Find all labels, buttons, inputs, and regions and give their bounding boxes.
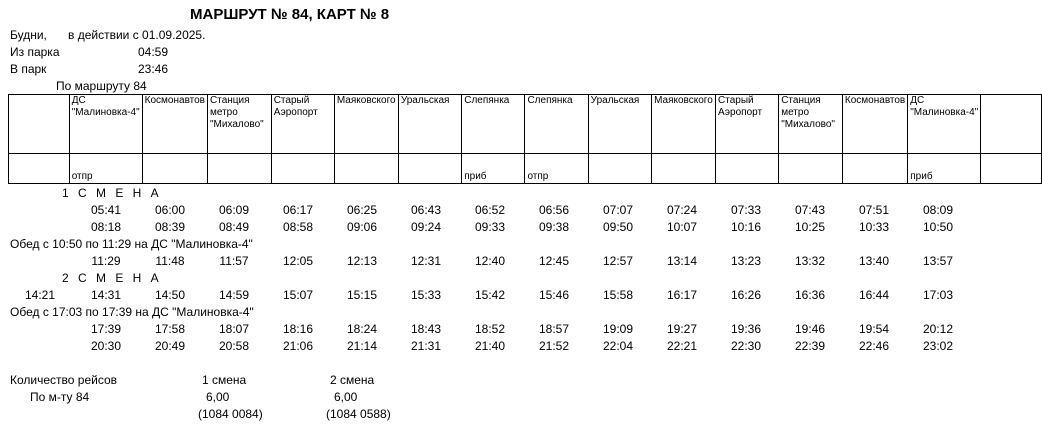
stop-name-cell: Старый Аэропорт: [271, 95, 334, 154]
trip-time: 05:41: [90, 203, 122, 217]
stop-name-cell: Слепянка: [462, 95, 525, 154]
trip-row: [0, 254, 1042, 269]
trip-time: 15:07: [282, 288, 314, 302]
trip-row: [0, 339, 1042, 354]
trip-time: 20:58: [218, 339, 250, 353]
summary-shift1-value: 6,00: [206, 390, 230, 404]
to-park-label: В парк: [10, 62, 47, 76]
trip-time: 07:07: [602, 203, 634, 217]
stop-mark-cell: [208, 154, 272, 184]
trip-time: 13:23: [730, 254, 762, 268]
stop-mark-cell: приб: [908, 154, 981, 184]
stop-mark-cell: отпр: [525, 154, 588, 184]
trip-time: 20:49: [154, 339, 186, 353]
trip-time: 12:40: [474, 254, 506, 268]
header-blank-cell: [9, 95, 70, 154]
shift-heading: 1 С М Е Н А: [62, 186, 162, 200]
trip-time: 18:43: [410, 322, 442, 336]
stop-mark-cell: [271, 154, 334, 184]
stop-name-cell: Маяковского: [334, 95, 398, 154]
trip-time: 17:58: [154, 322, 186, 336]
trip-time: 10:50: [922, 220, 954, 234]
page-title: МАРШРУТ № 84, КАРТ № 8: [190, 6, 390, 23]
trip-time: 10:33: [858, 220, 890, 234]
stops-header-table: [8, 94, 1042, 184]
trip-time: 19:46: [794, 322, 826, 336]
trip-time: 14:31: [90, 288, 122, 302]
trip-time: 09:24: [410, 220, 442, 234]
lunch-break-note: Обед с 10:50 по 11:29 на ДС "Малиновка-4": [10, 237, 253, 251]
trip-time: 18:24: [346, 322, 378, 336]
stop-name-cell: Слепянка: [525, 95, 588, 154]
trip-time: 22:04: [602, 339, 634, 353]
trip-time: 19:54: [858, 322, 890, 336]
trip-time: 14:59: [218, 288, 250, 302]
trip-time: 07:51: [858, 203, 890, 217]
summary-row-label: По м-ту 84: [30, 390, 90, 404]
lunch-break-note: Обед с 17:03 по 17:39 на ДС "Малиновка-4": [10, 305, 254, 319]
trip-time: 21:52: [538, 339, 570, 353]
trip-time: 14:50: [154, 288, 186, 302]
trip-time: 15:15: [346, 288, 378, 302]
trip-time: 15:46: [538, 288, 570, 302]
trip-time: 07:43: [794, 203, 826, 217]
trip-time: 11:48: [155, 254, 185, 268]
trip-time: 09:50: [602, 220, 634, 234]
trip-time: 10:16: [730, 220, 762, 234]
from-park-time: 04:59: [138, 45, 169, 59]
stop-name-cell: Станция метро "Михалово": [208, 95, 272, 154]
trip-time: 12:57: [602, 254, 634, 268]
header-blank-cell: [981, 154, 1042, 184]
trip-time: 17:39: [90, 322, 122, 336]
trip-time: 15:58: [602, 288, 634, 302]
stop-name-cell: Станция метро "Михалово": [779, 95, 843, 154]
trip-time: 21:14: [346, 339, 378, 353]
trip-time: 07:24: [666, 203, 698, 217]
summary-shift2-code: (1084 0588): [326, 407, 391, 421]
header-blank-cell: [981, 95, 1042, 154]
trip-time: 13:40: [858, 254, 890, 268]
trip-time: 21:31: [410, 339, 442, 353]
trip-time: 06:00: [154, 203, 186, 217]
trip-time: 20:30: [90, 339, 122, 353]
trip-time: 23:02: [922, 339, 954, 353]
stop-mark-cell: [334, 154, 398, 184]
trip-row: [0, 203, 1042, 218]
trip-time: 13:14: [666, 254, 698, 268]
trip-time: 18:52: [474, 322, 506, 336]
trip-time: 07:33: [730, 203, 762, 217]
trip-start-time: 14:21: [24, 288, 56, 302]
trip-time: 06:56: [538, 203, 570, 217]
stop-name-cell: Уральская: [588, 95, 651, 154]
trip-time: 08:18: [90, 220, 122, 234]
trip-time: 09:38: [538, 220, 570, 234]
trip-time: 11:57: [219, 254, 249, 268]
trip-time: 18:57: [538, 322, 570, 336]
summary-shift1-label: 1 смена: [202, 373, 247, 387]
trip-row: [0, 220, 1042, 235]
trip-time: 16:26: [730, 288, 762, 302]
trip-time: 22:21: [666, 339, 698, 353]
stop-mark-cell: [779, 154, 843, 184]
trip-time: 12:45: [538, 254, 570, 268]
stop-mark-cell: [842, 154, 907, 184]
stop-name-cell: ДС "Малиновка-4": [908, 95, 981, 154]
stop-mark-cell: [142, 154, 207, 184]
stop-mark-cell: [716, 154, 779, 184]
stop-name-cell: Уральская: [398, 95, 461, 154]
trip-time: 21:40: [474, 339, 506, 353]
trip-time: 09:33: [474, 220, 506, 234]
trip-time: 20:12: [922, 322, 954, 336]
trip-time: 16:44: [858, 288, 890, 302]
trip-time: 22:30: [730, 339, 762, 353]
summary-shift1-code: (1084 0084): [198, 407, 263, 421]
trip-row: [0, 322, 1042, 337]
summary-shift2-label: 2 смена: [330, 373, 375, 387]
trip-time: 06:43: [410, 203, 442, 217]
trip-time: 08:49: [218, 220, 250, 234]
trip-time: 08:09: [922, 203, 954, 217]
trip-time: 12:13: [346, 254, 378, 268]
trip-time: 15:33: [410, 288, 442, 302]
stop-name-cell: Маяковского: [652, 95, 716, 154]
trip-time: 16:17: [666, 288, 698, 302]
stop-name-cell: Старый Аэропорт: [716, 95, 779, 154]
trip-time: 06:09: [218, 203, 250, 217]
stop-mark-cell: [398, 154, 461, 184]
from-park-label: Из парка: [10, 45, 60, 59]
header-blank-cell: [9, 154, 70, 184]
trip-time: 06:17: [282, 203, 314, 217]
trip-row: [0, 288, 1042, 303]
trip-time: 10:07: [666, 220, 698, 234]
days-label: Будни,: [10, 28, 47, 42]
trip-time: 19:36: [730, 322, 762, 336]
trip-time: 22:39: [794, 339, 826, 353]
trip-time: 17:03: [922, 288, 954, 302]
stop-mark-cell: [588, 154, 651, 184]
route-label: По маршруту 84: [56, 79, 147, 93]
trip-time: 16:36: [794, 288, 826, 302]
stop-name-cell: ДС "Малиновка-4": [69, 95, 142, 154]
trip-time: 18:07: [218, 322, 250, 336]
shift-heading: 2 С М Е Н А: [62, 271, 162, 285]
valid-from: в действии с 01.09.2025.: [68, 28, 206, 42]
trip-time: 21:06: [282, 339, 314, 353]
stop-name-cell: Космонавтов: [142, 95, 207, 154]
trip-time: 19:27: [666, 322, 698, 336]
trip-time: 13:57: [922, 254, 954, 268]
summary-label: Количество рейсов: [10, 373, 118, 387]
trip-time: 11:29: [91, 254, 121, 268]
trip-time: 12:05: [282, 254, 314, 268]
trip-time: 10:25: [794, 220, 826, 234]
trip-time: 06:52: [474, 203, 506, 217]
trip-time: 18:16: [282, 322, 314, 336]
summary-shift2-value: 6,00: [334, 390, 358, 404]
stop-name-cell: Космонавтов: [842, 95, 907, 154]
trip-time: 08:39: [154, 220, 186, 234]
trip-time: 13:32: [794, 254, 826, 268]
stop-mark-cell: [652, 154, 716, 184]
trip-time: 12:31: [410, 254, 442, 268]
stop-mark-cell: отпр: [69, 154, 142, 184]
trip-time: 09:06: [346, 220, 378, 234]
trip-time: 19:09: [602, 322, 634, 336]
stop-mark-cell: приб: [462, 154, 525, 184]
trip-time: 08:58: [282, 220, 314, 234]
trip-time: 06:25: [346, 203, 378, 217]
to-park-time: 23:46: [138, 62, 169, 76]
trip-time: 15:42: [474, 288, 506, 302]
trip-time: 22:46: [858, 339, 890, 353]
